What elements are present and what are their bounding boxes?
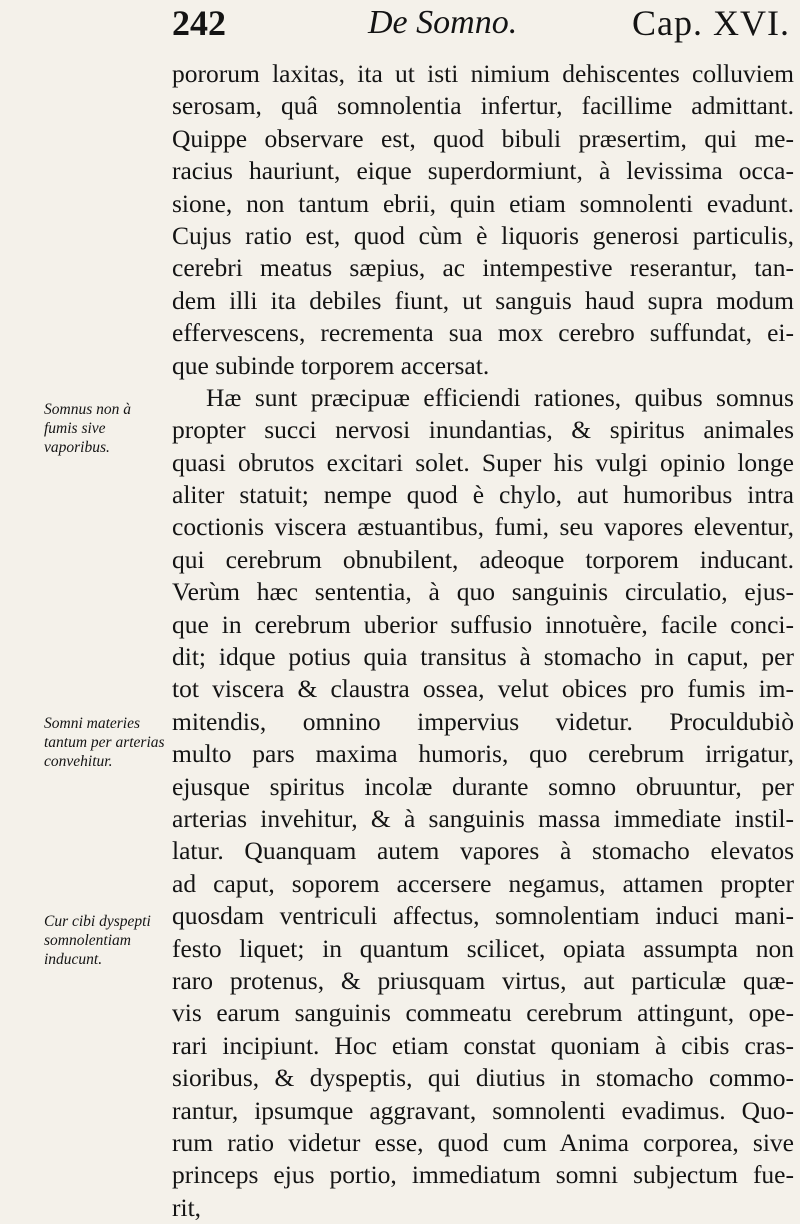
- text-line: sione, non tantum ebrii, quin etiam somnolenti evadunt.: [172, 188, 794, 218]
- text-line: mitendis, omnino impervius videtur. Proculdubiò: [172, 706, 794, 736]
- text-line: ad caput, soporem accersere negamus, attamen propter: [172, 868, 794, 898]
- text-line: rum ratio videtur esse, quod cum Anima corporea, sive: [172, 1127, 794, 1157]
- text-line: vis earum sanguinis commeatu cerebrum attingunt, ope-: [172, 998, 794, 1028]
- text-line: pororum laxitas, ita ut isti nimium dehiscentes colluviem: [172, 59, 794, 88]
- page-number: 242: [172, 3, 226, 43]
- text-line: coctionis viscera æstuantibus, fumi, seu vapores eleventur,: [172, 512, 794, 542]
- text-line: qui cerebrum obnubilent, adeoque torporem inducant.: [172, 544, 794, 574]
- running-header: [0, 0, 800, 52]
- text-line: que subinde torporem accersat.: [172, 350, 490, 380]
- text-line: racius hauriunt, eique superdormiunt, à levissima occa-: [172, 156, 794, 186]
- text-line: tot viscera & claustra ossea, velut obices pro fumis im-: [172, 674, 794, 704]
- text-line: rari incipiunt. Hoc etiam constat quoniam à cibis cras-: [172, 1030, 794, 1060]
- text-line: raro protenus, & priusquam virtus, aut particulæ quæ-: [172, 965, 794, 995]
- chapter-label: Cap. XVI.: [632, 3, 790, 43]
- text-line: ejusque spiritus incolæ durante somno obruuntur, per: [172, 771, 794, 801]
- text-line: aliter statuit; nempe quod è chylo, aut humoribus intra: [172, 480, 794, 510]
- text-line: Verùm hæc sententia, à quo sanguinis circulatio, ejus-: [172, 577, 794, 607]
- text-line: sioribus, & dyspeptis, qui diutius in stomacho commo-: [172, 1063, 794, 1093]
- text-line: rit,: [172, 1192, 202, 1222]
- text-line: Quippe observare est, quod bibuli præsertim, qui me-: [172, 123, 794, 153]
- text-line: Cujus ratio est, quod cùm è liquoris generosi particulis,: [172, 220, 794, 250]
- margin-note-fumi: Somnus non à fumis sive vaporibus.: [44, 401, 131, 456]
- text-line: serosam, quâ somnolentia infertur, facillime admittant.: [172, 91, 794, 121]
- running-title: De Somno.: [368, 4, 518, 41]
- text-line: rantur, ipsumque aggravant, somnolenti evadimus. Quo-: [172, 1095, 794, 1125]
- text-line: Hæ sunt præcipuæ efficiendi rationes, quibus somnus: [206, 382, 794, 412]
- text-line: quasi obrutos excitari solet. Super his vulgi opinio longe: [172, 447, 794, 477]
- text-line: multo pars maxima humoris, quo cerebrum irrigatur,: [172, 739, 794, 769]
- text-line: dit; idque potius quia transitus à stomacho in caput, per: [172, 642, 794, 672]
- text-line: arterias invehitur, & à sanguinis massa immediate instil-: [172, 803, 794, 833]
- text-line: princeps ejus portio, immediatum somni subjectum fue-: [172, 1160, 794, 1190]
- text-line: effervescens, recrementa sua mox cerebro suffundat, ei-: [172, 318, 794, 348]
- body-text: [172, 58, 794, 1224]
- text-line: dem illi ita debiles fiunt, ut sanguis haud supra modum: [172, 285, 794, 315]
- margin-note-dyspepti: Cur cibi dyspepti somnolentiam inducunt.: [44, 913, 151, 968]
- text-line: cerebri meatus sæpius, ac intempestive reserantur, tan-: [172, 253, 794, 283]
- text-line: latur. Quanquam autem vapores à stomacho elevatos: [172, 836, 794, 866]
- text-line: propter succi nervosi inundantias, & spiritus animales: [172, 415, 794, 445]
- text-line: festo liquet; in quantum scilicet, opiata assumpta non: [172, 933, 794, 963]
- margin-note-arterias: Somni materies tantum per arterias convehitur.: [44, 715, 165, 770]
- text-line: quosdam ventriculi affectus, somnolentiam induci mani-: [172, 901, 794, 931]
- text-line: que in cerebrum uberior suffusio innotuère, facile conci-: [172, 609, 794, 639]
